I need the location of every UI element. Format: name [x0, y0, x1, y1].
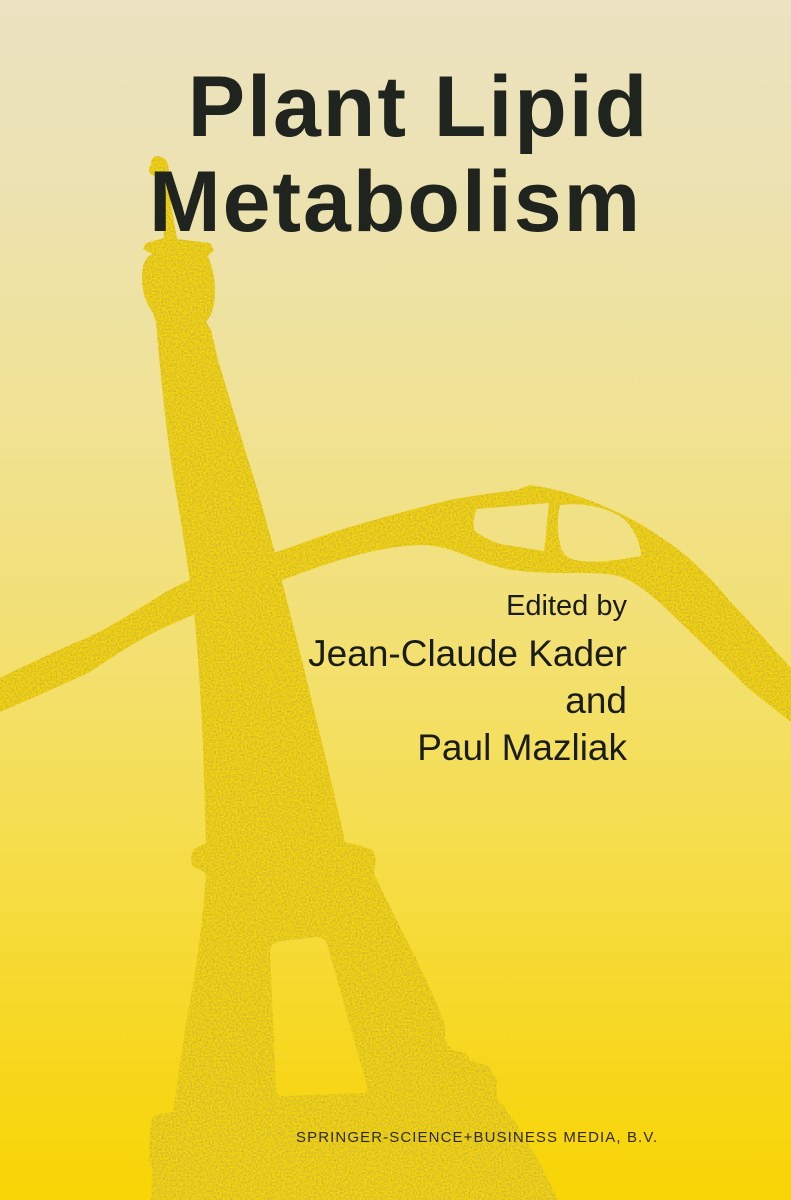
book-title-line-2: Metabolism [148, 154, 643, 250]
edited-by-label: Edited by [506, 590, 627, 622]
editors-conjunction: and [565, 680, 627, 721]
book-title-line-1: Plant Lipid [187, 59, 650, 155]
publisher-imprint: SPRINGER-SCIENCE+BUSINESS MEDIA, B.V. [296, 1129, 659, 1146]
book-title [0, 60, 791, 250]
editor-name-1: Jean-Claude Kader [308, 633, 627, 674]
editors-block [308, 583, 627, 771]
editor-name-2: Paul Mazliak [417, 727, 627, 768]
